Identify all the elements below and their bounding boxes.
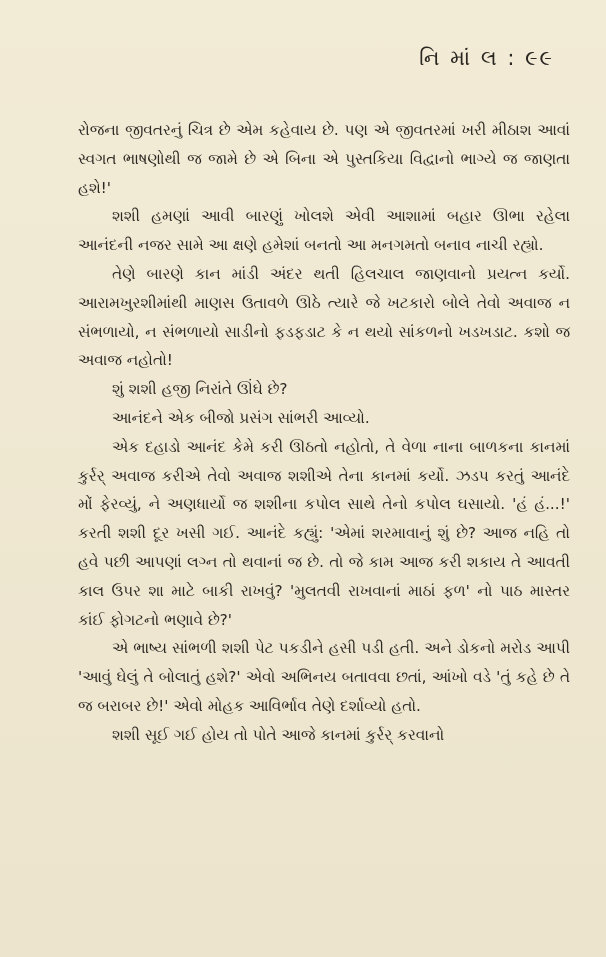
running-header: નિ માં લ : ૯૯ (419, 46, 554, 70)
page-body (78, 116, 570, 750)
paragraph-8: શશી સૂઈ ગઈ હોય તો પોતે આજે કાનમાં કુર્રર્ કરવાનો (112, 725, 445, 744)
paragraph-4: શું શશી હજી નિરાંતે ઊંઘે છે? (112, 380, 288, 399)
paragraph-7: એ ભાષ્ય સાંભળી શશી પેટ પકડીને હસી પડી હતી. અને ડોકનો મરોડ આપી 'આવું ઘેલું તે બોલાતું હશે?' એવો અભિનય બતાવવા છતાં, આંખો વડે 'તું કહે છે તે જ બરાબર છે!' એવો મોહક આવિર્ભાવ તેણે દર્શાવ્યો હતો. (78, 639, 570, 715)
paragraph-3: તેણે બારણે કાન માંડી અંદર થતી હિલચાલ જાણવાનો પ્રયત્ન કર્યો. આરામખુરશીમાંથી માણસ ઉતાવળે ઊઠે ત્યારે જે ખટકારો બોલે તેવો અવાજ ન સંભળાયો, ન સંભળાયો સાડીનો ફડફડાટ કે ન થયો સાંકળનો ખડખડાટ. કશો જ અવાજ નહોતો! (78, 264, 570, 370)
paragraph-2: શશી હમણાં આવી બારણું ખોલશે એવી આશામાં બહાર ઊભા રહેલા આનંદની નજર સામે આ ક્ષણે હમેશાં બનતો આ મનગમતો બનાવ નાચી રહ્યો. (78, 207, 570, 255)
paragraph-5: આનંદને એક બીજો પ્રસંગ સાંભરી આવ્યો. (112, 408, 370, 427)
paragraph-1: રોજના જીવતરનું ચિત્ર છે એમ કહેવાય છે. પણ એ જીવતરમાં ખરી મીઠાશ આવાં સ્વગત ભાષણોથી જ જામે છે એ બિના એ પુસ્તકિયા વિદ્વાનો ભાગ્યે જ જાણતા હશે!' (78, 121, 570, 197)
paragraph-6: એક દહાડો આનંદ કેમે કરી ઊઠતો નહોતો, તે વેળા નાના બાળકના કાનમાં કુર્રર્ અવાજ કરીએ તેવો અવાજ શશીએ તેના કાનમાં કર્યો. ઝડપ કરતું આનંદે મોં ફેરવ્યું, ને અણધાર્યો જ શશીના કપોલ સાથે તેનો કપોલ ઘસાયો. 'હં હં...!' કરતી શશી દૂર ખસી ગઈ. આનંદે કહ્યું: 'એમાં શરમાવાનું શું છે? આજ નહિ તો હવે પછી આપણાં લગ્ન તો થવાનાં જ છે. તો જે કામ આજ કરી શકાય તે આવતી કાલ ઉપર શા માટે બાકી રાખવું? 'મુલતવી રાખવાનાં માઠાં ફળ' નો પાઠ માસ્તર કાંઈ ફોગટનો ભણાવે છે?' (78, 437, 570, 629)
